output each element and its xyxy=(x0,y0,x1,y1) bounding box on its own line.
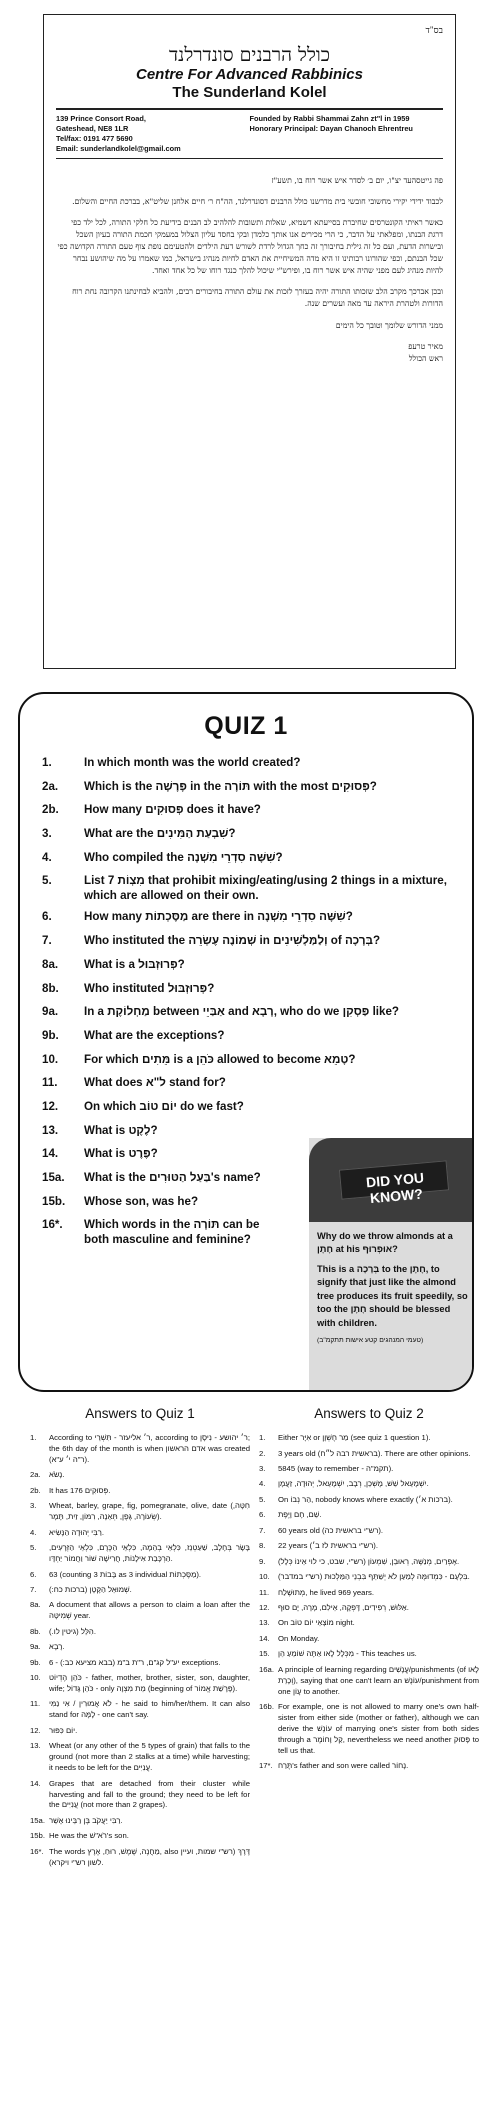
answer-text: מִכְּלָל לָאו אַתָּה שׁוֹמֵעַ הֵן - This teaches us. xyxy=(278,1649,417,1659)
answer-item xyxy=(30,1486,250,1497)
answer-number: 14. xyxy=(30,1778,41,1788)
principal-line: Honorary Principal: Dayan Chanoch Ehrentreu xyxy=(249,123,413,133)
quiz-panel xyxy=(18,692,474,1392)
question-number: 4. xyxy=(42,850,52,864)
answer-text: He was the רֹא"שׁ's son. xyxy=(49,1831,129,1841)
question-number: 10. xyxy=(42,1052,59,1066)
did-you-know-content xyxy=(317,1230,469,1352)
letterhead-divider xyxy=(56,108,443,110)
answer-item xyxy=(30,1741,250,1774)
question-text: What are the exceptions? xyxy=(84,1028,225,1042)
answer-number: 1. xyxy=(259,1433,266,1443)
answer-text: שְׁמוּאֵל הַקָּטָן (ברכות כח:). xyxy=(49,1584,132,1594)
answer-number: 9b. xyxy=(30,1657,41,1667)
answers-quiz-2 xyxy=(259,1404,479,1777)
question-number: 9a. xyxy=(42,1005,59,1019)
question-number: 8a. xyxy=(42,957,59,971)
answer-number: 9a. xyxy=(30,1642,41,1652)
answer-item xyxy=(30,1847,250,1869)
answer-text: אַלּוּשׁ, רְפִידִים, דָּפְקָה, אֵילִם, מָרָה, יָם סוּף. xyxy=(278,1602,409,1612)
answer-text: Grapes that are detached from their cluster while harvesting and fall to the ground; they need to be left for the עֲנִיִּים (not more than 2 grapes). xyxy=(49,1778,250,1810)
question-text: Who instituted the שְׁמוֹנֶה עֶשְׂרֵה in וְלַמַּלְשִׁינִים of בְּרָכָה? xyxy=(84,934,381,948)
question-text: How many פְּסוּקִים does it have? xyxy=(84,803,261,817)
answer-text: A principle of learning regarding עֳנָשִׁים/punishments (of לָאו וְכָרֵת), saying that one can't learn an עוֹנֶשׁ/punishment from one עָוֹן to another. xyxy=(278,1664,480,1696)
answer-item xyxy=(259,1449,479,1460)
answer-text: יִשְׁמָעֵאל שֵׁשׁ, מָשְׁכֵן, רְבָב, יִשְׁמָעֵאל, יְהוּדָה, זַעֲמָן. xyxy=(278,1479,429,1489)
phone-line: Tel/fax: 0191 477 5690 xyxy=(56,133,133,143)
answer-item xyxy=(259,1479,479,1490)
did-you-know-title: DID YOU KNOW? xyxy=(365,1169,425,1207)
answer-item xyxy=(259,1541,479,1552)
question-item xyxy=(42,1076,472,1100)
answer-item xyxy=(259,1649,479,1660)
answer-number: 6. xyxy=(30,1569,37,1579)
answer-text: רָבָא. xyxy=(49,1642,65,1652)
question-number: 2b. xyxy=(42,803,59,817)
did-you-know-answer: This is a בְּרָכָה to the חָתָן, to signify that just like the almond tree produces its fruit speedily, so too the חָתָן should be blessed with children. xyxy=(317,1263,468,1328)
answers-2-title: Answers to Quiz 2 xyxy=(314,1406,424,1421)
question-text: What is a פְּרוּזְבּוּל? xyxy=(84,957,185,971)
answer-number: 9. xyxy=(259,1556,266,1566)
answer-number: 17*. xyxy=(259,1761,273,1771)
answer-text: אֶפְרַיִם, מְנַשֶּׁה, רְאוּבֵן, שִׁמְעוֹן (רש"י, שבט, כי לוי אֵינוֹ כְּלָל). xyxy=(278,1556,460,1566)
answer-text: יוֹם כִּפּוּר. xyxy=(49,1725,78,1735)
question-text: Which words in the תּוֹרָה can be both masculine and feminine? xyxy=(84,1218,260,1246)
answer-number: 7. xyxy=(30,1584,37,1594)
answer-number: 14. xyxy=(259,1633,270,1643)
letter-paragraph: ובכן אברכך מקרב הלב שזכותו התורה יהיה בעזרך לזכות את עולם התורה בחיבורים רבים, ולהביא לבחינתנו הקרובה נחת רוח הדורות ולטהרת היראה עד מאה ועשרים שנה. xyxy=(72,287,443,309)
letterhead-hebrew-name: כולל הרבנים סונדרלנד xyxy=(169,44,330,66)
answer-number: 2. xyxy=(259,1448,266,1458)
question-item xyxy=(42,851,472,875)
question-item xyxy=(42,958,472,982)
question-text: Which is the פָּרָשָׁה in the תּוֹרָה with the most פְּסוּקִים? xyxy=(84,779,377,793)
founded-line: Founded by Rabbi Shammai Zahn zt"l in 1959 xyxy=(249,113,410,123)
answer-item xyxy=(30,1433,250,1466)
letter-closing: ממני הדורש שלומך וטובך כל הימים xyxy=(335,320,443,330)
letterhead-info xyxy=(56,114,443,154)
answer-text: תֶּרַח's father and son were called נָחוֹר. xyxy=(278,1761,409,1771)
question-number: 6. xyxy=(42,910,52,924)
answer-item xyxy=(259,1464,479,1475)
question-number: 9b. xyxy=(42,1028,59,1042)
question-item xyxy=(42,756,472,780)
question-text: In a מַחְלוֹקֶת between אַבַּיֵי and רָבָא, who do we פַּסְקִן like? xyxy=(84,1005,399,1019)
question-text: What is לֶקֶט? xyxy=(84,1123,158,1137)
answer-number: 2b. xyxy=(30,1485,41,1495)
question-text: For which מֵּתִים is a כֹּהֵן allowed to become טָמֵא? xyxy=(84,1052,356,1066)
answer-item xyxy=(30,1779,250,1812)
answer-number: 11. xyxy=(30,1699,41,1709)
answer-item xyxy=(30,1816,250,1827)
question-number: 7. xyxy=(42,934,52,948)
answer-text: 5845 (way to remember - תקמ"ה). xyxy=(278,1464,394,1474)
answer-number: 16a. xyxy=(259,1664,274,1674)
answer-item xyxy=(30,1528,250,1539)
question-text: What is פֶּרֶט? xyxy=(84,1147,158,1161)
answer-text: Wheat, barley, grape, fig, pomegranate, olive, date (חִטָּה, שְׂעוֹרָה, גֶּפֶן, תְּאֵנָה, רִמּוֹן, זַיִת, תָּמָר). xyxy=(49,1501,250,1522)
did-you-know-source: (טעמי המנהגים קטע אישות תתקמ"ב) xyxy=(317,1337,424,1345)
address-line: 139 Prince Consort Road, xyxy=(56,113,146,123)
answer-item xyxy=(259,1665,479,1698)
answer-item xyxy=(259,1618,479,1629)
letter-body xyxy=(56,175,443,311)
answer-text: The words מַחֲנֶה, שֶׁמֶשׁ, רוּחַ, אֶרֶץ, also דֶּרֶךְ (רש"י שמות, ועיין לשון רש"י ויקרא). xyxy=(49,1846,251,1867)
answer-number: 16b. xyxy=(259,1702,274,1712)
answer-text: Wheat (or any other of the 5 types of grain) that falls to the ground (not more than 2 stalks at a time) while harvesting; it needs to be left for the עֲנִיִּים. xyxy=(49,1741,250,1773)
answer-number: 15a. xyxy=(30,1815,45,1825)
answer-item xyxy=(30,1600,250,1622)
question-item xyxy=(42,803,472,827)
answer-text: 63 (counting 3 בָּבוֹת as 3 individual מַסֶּכְתוֹת). xyxy=(49,1569,202,1579)
answer-item xyxy=(259,1588,479,1599)
answer-item xyxy=(259,1495,479,1506)
answer-item xyxy=(259,1572,479,1583)
answer-number: 13. xyxy=(259,1618,270,1628)
answer-text: On מוֹצָאֵי יוֹם טוֹב night. xyxy=(278,1618,355,1628)
answer-text: For example, one is not allowed to marry one's own half-sister from either side (mother or father), although we can derive the עוֹנֶשׁ of marrying one's sister from both sides through a קַל וָחוֹמֶר, nevertheless we need another פָּסוּק to tell us that. xyxy=(278,1702,479,1755)
approbation-letter xyxy=(43,14,456,669)
answer-text: 60 years old (רש"י בראשית כה). xyxy=(278,1525,384,1535)
answer-text: Either אִיָּר or מַר חֶשְׁוָן (see quiz 1 question 1). xyxy=(278,1433,431,1443)
answer-text: מְתוּשֶׁלַח, he lived 969 years. xyxy=(278,1587,374,1597)
question-text: What are the שִׁבְעַת הַמִּינִים? xyxy=(84,827,236,841)
question-text: On which יוֹם טוֹב do we fast? xyxy=(84,1099,244,1113)
signer-name: מאיר טרעפ xyxy=(408,342,443,352)
answer-number: 12. xyxy=(30,1725,41,1735)
answer-text: A document that allows a person to claim a loan after the שְׁמִיטָּה year. xyxy=(49,1600,250,1621)
answer-number: 8. xyxy=(259,1541,266,1551)
question-number: 13. xyxy=(42,1123,59,1137)
answer-number: 6. xyxy=(259,1510,266,1520)
answer-text: רַבִּי יַעֲקֹב בֶּן רַבֵּינוּ אָשֵׁר. xyxy=(49,1815,123,1825)
answer-number: 1. xyxy=(30,1433,37,1443)
question-item xyxy=(42,910,472,934)
question-number: 12. xyxy=(42,1099,59,1113)
question-item xyxy=(42,1100,472,1124)
answer-number: 3. xyxy=(30,1501,37,1511)
answer-item xyxy=(259,1526,479,1537)
question-item xyxy=(42,1005,472,1029)
question-number: 15a. xyxy=(42,1171,65,1184)
letterhead-founders xyxy=(250,114,444,154)
letter-paragraph: כאשר ראיתי הקונטרסים שחיברת בסייעתא דשמיא, שאלות ותשובות להלהיב לב הבנים בידיעת כל חלקי התורה, לכל ילד כפי דרגת הבנתו, ומפלאתי על הדבר, כי הרי מכירים אנו אותך כלמדן ובקי בחסד עליון הצלול במעמקי חכמת התורה בעיון השכל ובישרות הדעת, ועם כל זה גילית בחיבורך זה כחך הגדול לרדת לשורש דעת הילדים ולהטעימם נופת צוף טעם התורה הקדושה כפי שכל הבנתם, וכפי שהורונו רבותינו זו היא מדה המשיחיית את האדם לחיות מנהיג בישראל, כמו שאמרו על מה שיהושע נבחר להיות מנהיג לעם מפני שהיה איש אשר רוח בו, ופירש"י שיכול להלך כנגד רוחו של כל אחד ואחד. xyxy=(57,217,443,276)
answer-number: 11. xyxy=(259,1587,270,1597)
answer-text: 3 years old (בראשית רבה ל״ח). There are other opinions. xyxy=(278,1448,471,1458)
question-number: 2a. xyxy=(42,779,59,793)
answer-number: 4. xyxy=(259,1479,266,1489)
answer-number: 15. xyxy=(259,1649,270,1659)
answer-item xyxy=(259,1433,479,1444)
question-item xyxy=(42,1029,472,1053)
address-line: Gateshead, NE8 1LR xyxy=(56,123,129,133)
letter-salutation: לכבוד ידידי יקירי מחשובי חובשי בית מדרשנו כולל הרבנים דסונדרלנד, הה"ח ר׳ חיים אלחנן שליט"א, בברכת החיים והשלום. xyxy=(72,196,443,206)
answer-item xyxy=(30,1585,250,1596)
answer-number: 3. xyxy=(259,1464,266,1474)
question-text: How many מַסֶּכְתוֹת are there in שִׁשָּׁה סִדְרֵי מִשְׁנָה? xyxy=(84,910,353,924)
answer-item xyxy=(30,1470,250,1481)
answer-item xyxy=(30,1642,250,1653)
answer-number: 7. xyxy=(259,1525,266,1535)
question-number: 16*. xyxy=(42,1218,63,1232)
answer-number: 5. xyxy=(30,1543,37,1553)
answer-item xyxy=(30,1543,250,1565)
answer-text: שֵׁם, חָם וָיֶפֶת. xyxy=(278,1510,322,1520)
quiz-title: QUIZ 1 xyxy=(204,712,288,740)
question-item xyxy=(42,827,472,851)
question-number: 14. xyxy=(42,1147,59,1161)
answer-text: נָשֹׂא. xyxy=(49,1470,65,1480)
did-you-know-box xyxy=(309,1138,474,1392)
signer-title: ראש הכולל xyxy=(408,353,443,363)
answer-number: 8a. xyxy=(30,1600,41,1610)
question-text: List 7 מִצְוֹת that prohibit mixing/eating/using 2 things in a mixture, which are allowed on their own. xyxy=(84,874,447,902)
answer-text: יע"ל קג"ם, ר"ת ב"מ (בבא מציעא כב:) - 6 exceptions. xyxy=(49,1657,221,1667)
answer-number: 10. xyxy=(259,1572,270,1582)
answer-text: הִלֵּל (גיטין לו.). xyxy=(49,1626,96,1636)
answers-1-title: Answers to Quiz 1 xyxy=(85,1406,195,1421)
email-line: Email: sunderlandkolel@gmail.com xyxy=(56,143,181,153)
question-number: 3. xyxy=(42,827,52,841)
question-text: Whose son, was he? xyxy=(84,1194,199,1208)
answer-text: בָּשָׂר בְּחָלָב, שַׁעַטְנֵז, כִּלְאֵי בְהֵמָה, כִּלְאֵי הַכֶּרֶם, כִּלְאֵי הַזְּרָעִים, הַרְכָּבַת אִילָנוֹת, חֲרִישָׁה שׁוֹר וַחֲמוֹר יַחְדָּו. xyxy=(49,1543,250,1564)
answer-number: 12. xyxy=(259,1602,270,1612)
answer-item xyxy=(30,1831,250,1842)
answer-text: It has 176 פְּסוּקִים. xyxy=(49,1485,111,1495)
did-you-know-question: Why do we throw almonds at a חָתָן at his אוּפְרוּף? xyxy=(317,1231,453,1255)
letter-date-line: פה גייטסהעד יצ"ו, יום ב׳ לסדר איש אשר רוח בו, תשע"ז xyxy=(271,175,443,185)
answers-quiz-1 xyxy=(30,1404,250,1873)
question-number: 11. xyxy=(42,1076,58,1090)
letterhead-kolel-name: The Sunderland Kolel xyxy=(172,83,327,101)
question-text: What is the בַּעַל הַטּוּרִים's name? xyxy=(84,1171,261,1184)
letterhead-english-name: Centre For Advanced Rabbinics xyxy=(136,65,363,83)
answer-text: On הַר נְבוֹ, nobody knows where exactly (ברכות א׳). xyxy=(278,1494,453,1504)
did-you-know-header xyxy=(309,1138,474,1222)
question-item xyxy=(42,780,472,804)
letterhead-address xyxy=(56,114,242,154)
answer-item xyxy=(30,1501,250,1523)
answer-item xyxy=(259,1702,479,1757)
answer-item xyxy=(30,1658,250,1669)
answer-number: 13. xyxy=(30,1741,41,1751)
question-number: 15b. xyxy=(42,1194,66,1208)
answer-number: 10. xyxy=(30,1673,41,1683)
answer-number: 15b. xyxy=(30,1831,45,1841)
question-text: What does ל"א stand for? xyxy=(84,1076,226,1090)
question-item xyxy=(42,1053,472,1077)
question-number: 1. xyxy=(42,756,52,769)
answer-text: בִּלְעָם - כִּמְדוּמֶּה לְמַעַן לֹא יְשַׁתֵּף בִּבְנֵי הַמַּלְכוּת (רש"י במדבר). xyxy=(278,1572,470,1582)
answer-number: 5. xyxy=(259,1494,266,1504)
answer-number: 8b. xyxy=(30,1626,41,1636)
answer-item xyxy=(259,1557,479,1568)
answer-item xyxy=(259,1634,479,1645)
question-number: 5. xyxy=(42,874,52,888)
question-text: Who compiled the שִׁשָּׁה סִדְרֵי מִשְׁנָה? xyxy=(84,850,283,864)
answer-number: 16*. xyxy=(30,1846,44,1856)
answer-item xyxy=(30,1726,250,1737)
answer-item xyxy=(259,1510,479,1521)
answer-text: 22 years (רש"י בראשית לז ב׳). xyxy=(278,1541,378,1551)
question-item xyxy=(42,982,472,1006)
answer-number: 2a. xyxy=(30,1470,41,1480)
answer-item xyxy=(259,1603,479,1614)
answer-text: According to ר׳ אליעזר - תִּשְׁרֵי, according to ר׳ יהושע - נִיסָן; the 6th day of the month is when אדם הראשון was created (ר"ה י׳ ע"א). xyxy=(49,1433,251,1465)
bsd-mark: בס"ד xyxy=(425,25,443,35)
answer-item xyxy=(30,1627,250,1638)
question-text: Who instituted פְּרוּזְבּוּל? xyxy=(84,981,215,995)
answer-text: לֹא אֲמוּרִין / אִי נַמִּי - he said to him/her/them. It can also stand for לָמָּה - one can't say. xyxy=(49,1699,250,1720)
question-item xyxy=(42,934,472,958)
answer-item xyxy=(30,1570,250,1581)
answer-item xyxy=(30,1673,250,1695)
did-you-know-banner xyxy=(339,1160,449,1207)
question-number: 8b. xyxy=(42,981,59,995)
letterhead-divider-thin xyxy=(56,158,443,159)
answer-text: רַבִּי יְהוּדָה הַנָּשִׂיא. xyxy=(49,1527,105,1537)
answer-item xyxy=(259,1761,479,1772)
question-item xyxy=(42,874,472,910)
answer-text: כֹּהֵן הֶדְיוֹט - father, mother, brother, sister, son, daughter, wife; כֹּהֵן גָּדוֹל - only מֵת מִצְוָה (beginning of פָּרָשַׁת אֱמוֹר). xyxy=(49,1673,250,1694)
letter-signature xyxy=(56,320,443,365)
question-text: In which month was the world created? xyxy=(84,756,301,769)
answer-text: On Monday. xyxy=(278,1633,320,1643)
answer-item xyxy=(30,1699,250,1721)
answer-number: 4. xyxy=(30,1527,37,1537)
